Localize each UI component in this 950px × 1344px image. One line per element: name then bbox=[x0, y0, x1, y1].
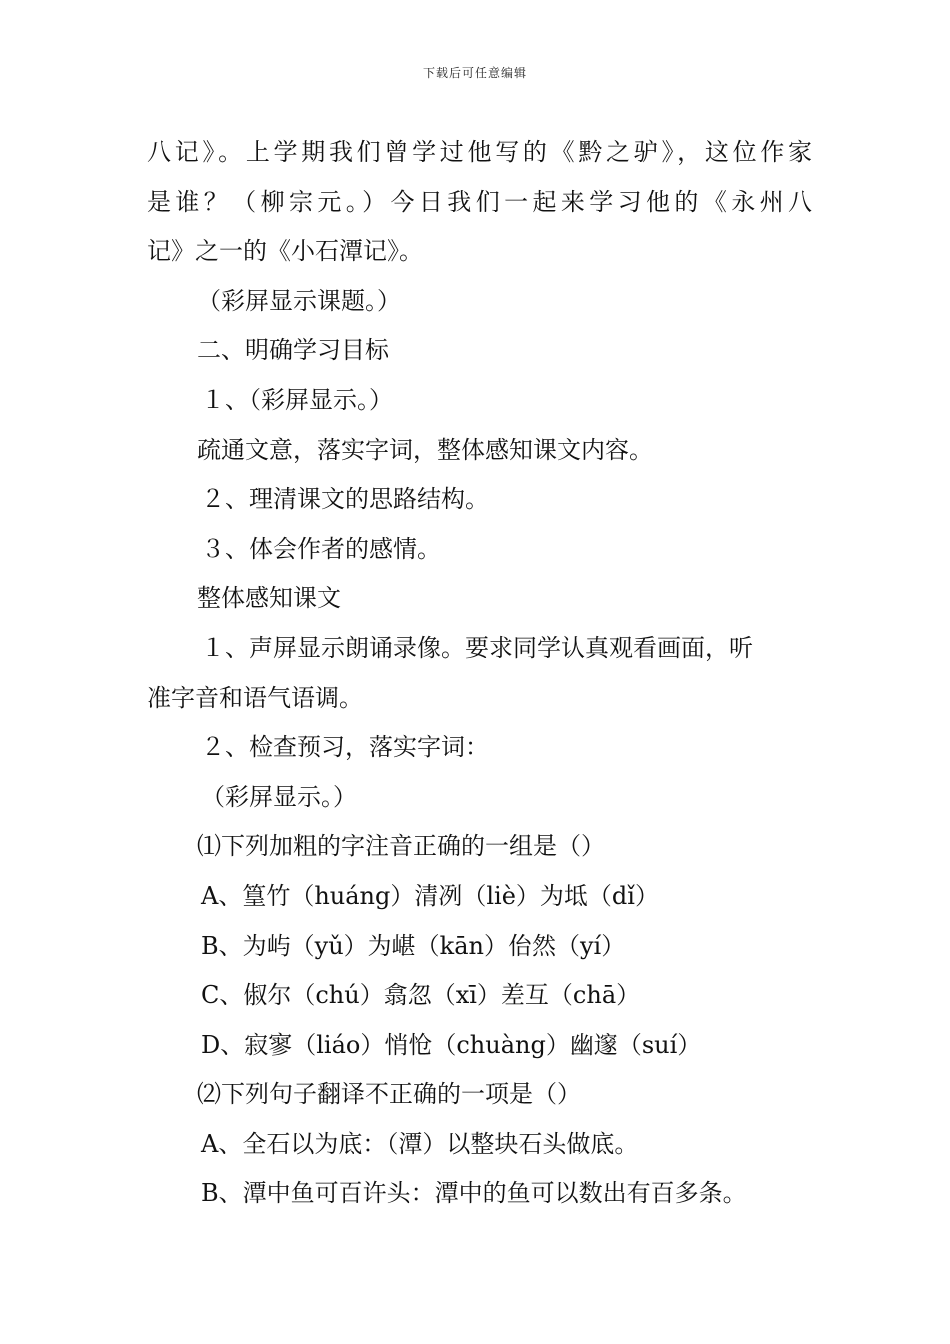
question-stem: ⑵下列句子翻译不正确的一项是（） bbox=[197, 1080, 581, 1109]
answer-option: B、潭中鱼可百许头：潭中的鱼可以数出有百多条。 bbox=[201, 1179, 747, 1208]
answer-option: D、寂寥（liáo）悄怆（chuàng）幽邃（suí） bbox=[201, 1030, 702, 1059]
paragraph-line: 准字音和语气语调。 bbox=[147, 683, 363, 712]
document-body bbox=[147, 128, 812, 1219]
section-heading: 整体感知课文 bbox=[197, 584, 341, 613]
paragraph-line: 是谁？（柳宗元。）今日我们一起来学习他的《永州八 bbox=[147, 187, 812, 216]
list-item: ２、检查预习，落实字词： bbox=[201, 733, 489, 762]
list-item: １、（彩屏显示。） bbox=[201, 385, 393, 414]
section-heading: 二、明确学习目标 bbox=[197, 336, 389, 365]
list-item: ２、理清课文的思路结构。 bbox=[201, 485, 489, 514]
paragraph-line: （彩屏显示。） bbox=[201, 782, 357, 811]
paragraph-line: 记》之一的《小石潭记》。 bbox=[147, 237, 423, 266]
paragraph-line: （彩屏显示课题。） bbox=[197, 286, 401, 315]
answer-option: A、篁竹（huáng）清冽（liè）为坻（dǐ） bbox=[201, 881, 659, 910]
paragraph-line: 八记》。上学期我们曾学过他写的《黔之驴》，这位作家 bbox=[147, 138, 812, 166]
question-stem: ⑴下列加粗的字注音正确的一组是（） bbox=[197, 832, 605, 861]
answer-option: C、俶尔（chú）翕忽（xī）差互（chā） bbox=[201, 981, 641, 1010]
list-item: ３、体会作者的感情。 bbox=[201, 534, 441, 563]
page-header-note: 下载后可任意编辑 bbox=[422, 66, 527, 80]
paragraph-line: 疏通文意，落实字词，整体感知课文内容。 bbox=[197, 435, 653, 464]
answer-option: A、全石以为底：（潭）以整块石头做底。 bbox=[201, 1129, 639, 1158]
answer-option: B、为屿（yǔ）为嵁（kān）佁然（yí） bbox=[201, 931, 626, 960]
list-item: １、声屏显示朗诵录像。要求同学认真观看画面，听 bbox=[201, 633, 753, 662]
